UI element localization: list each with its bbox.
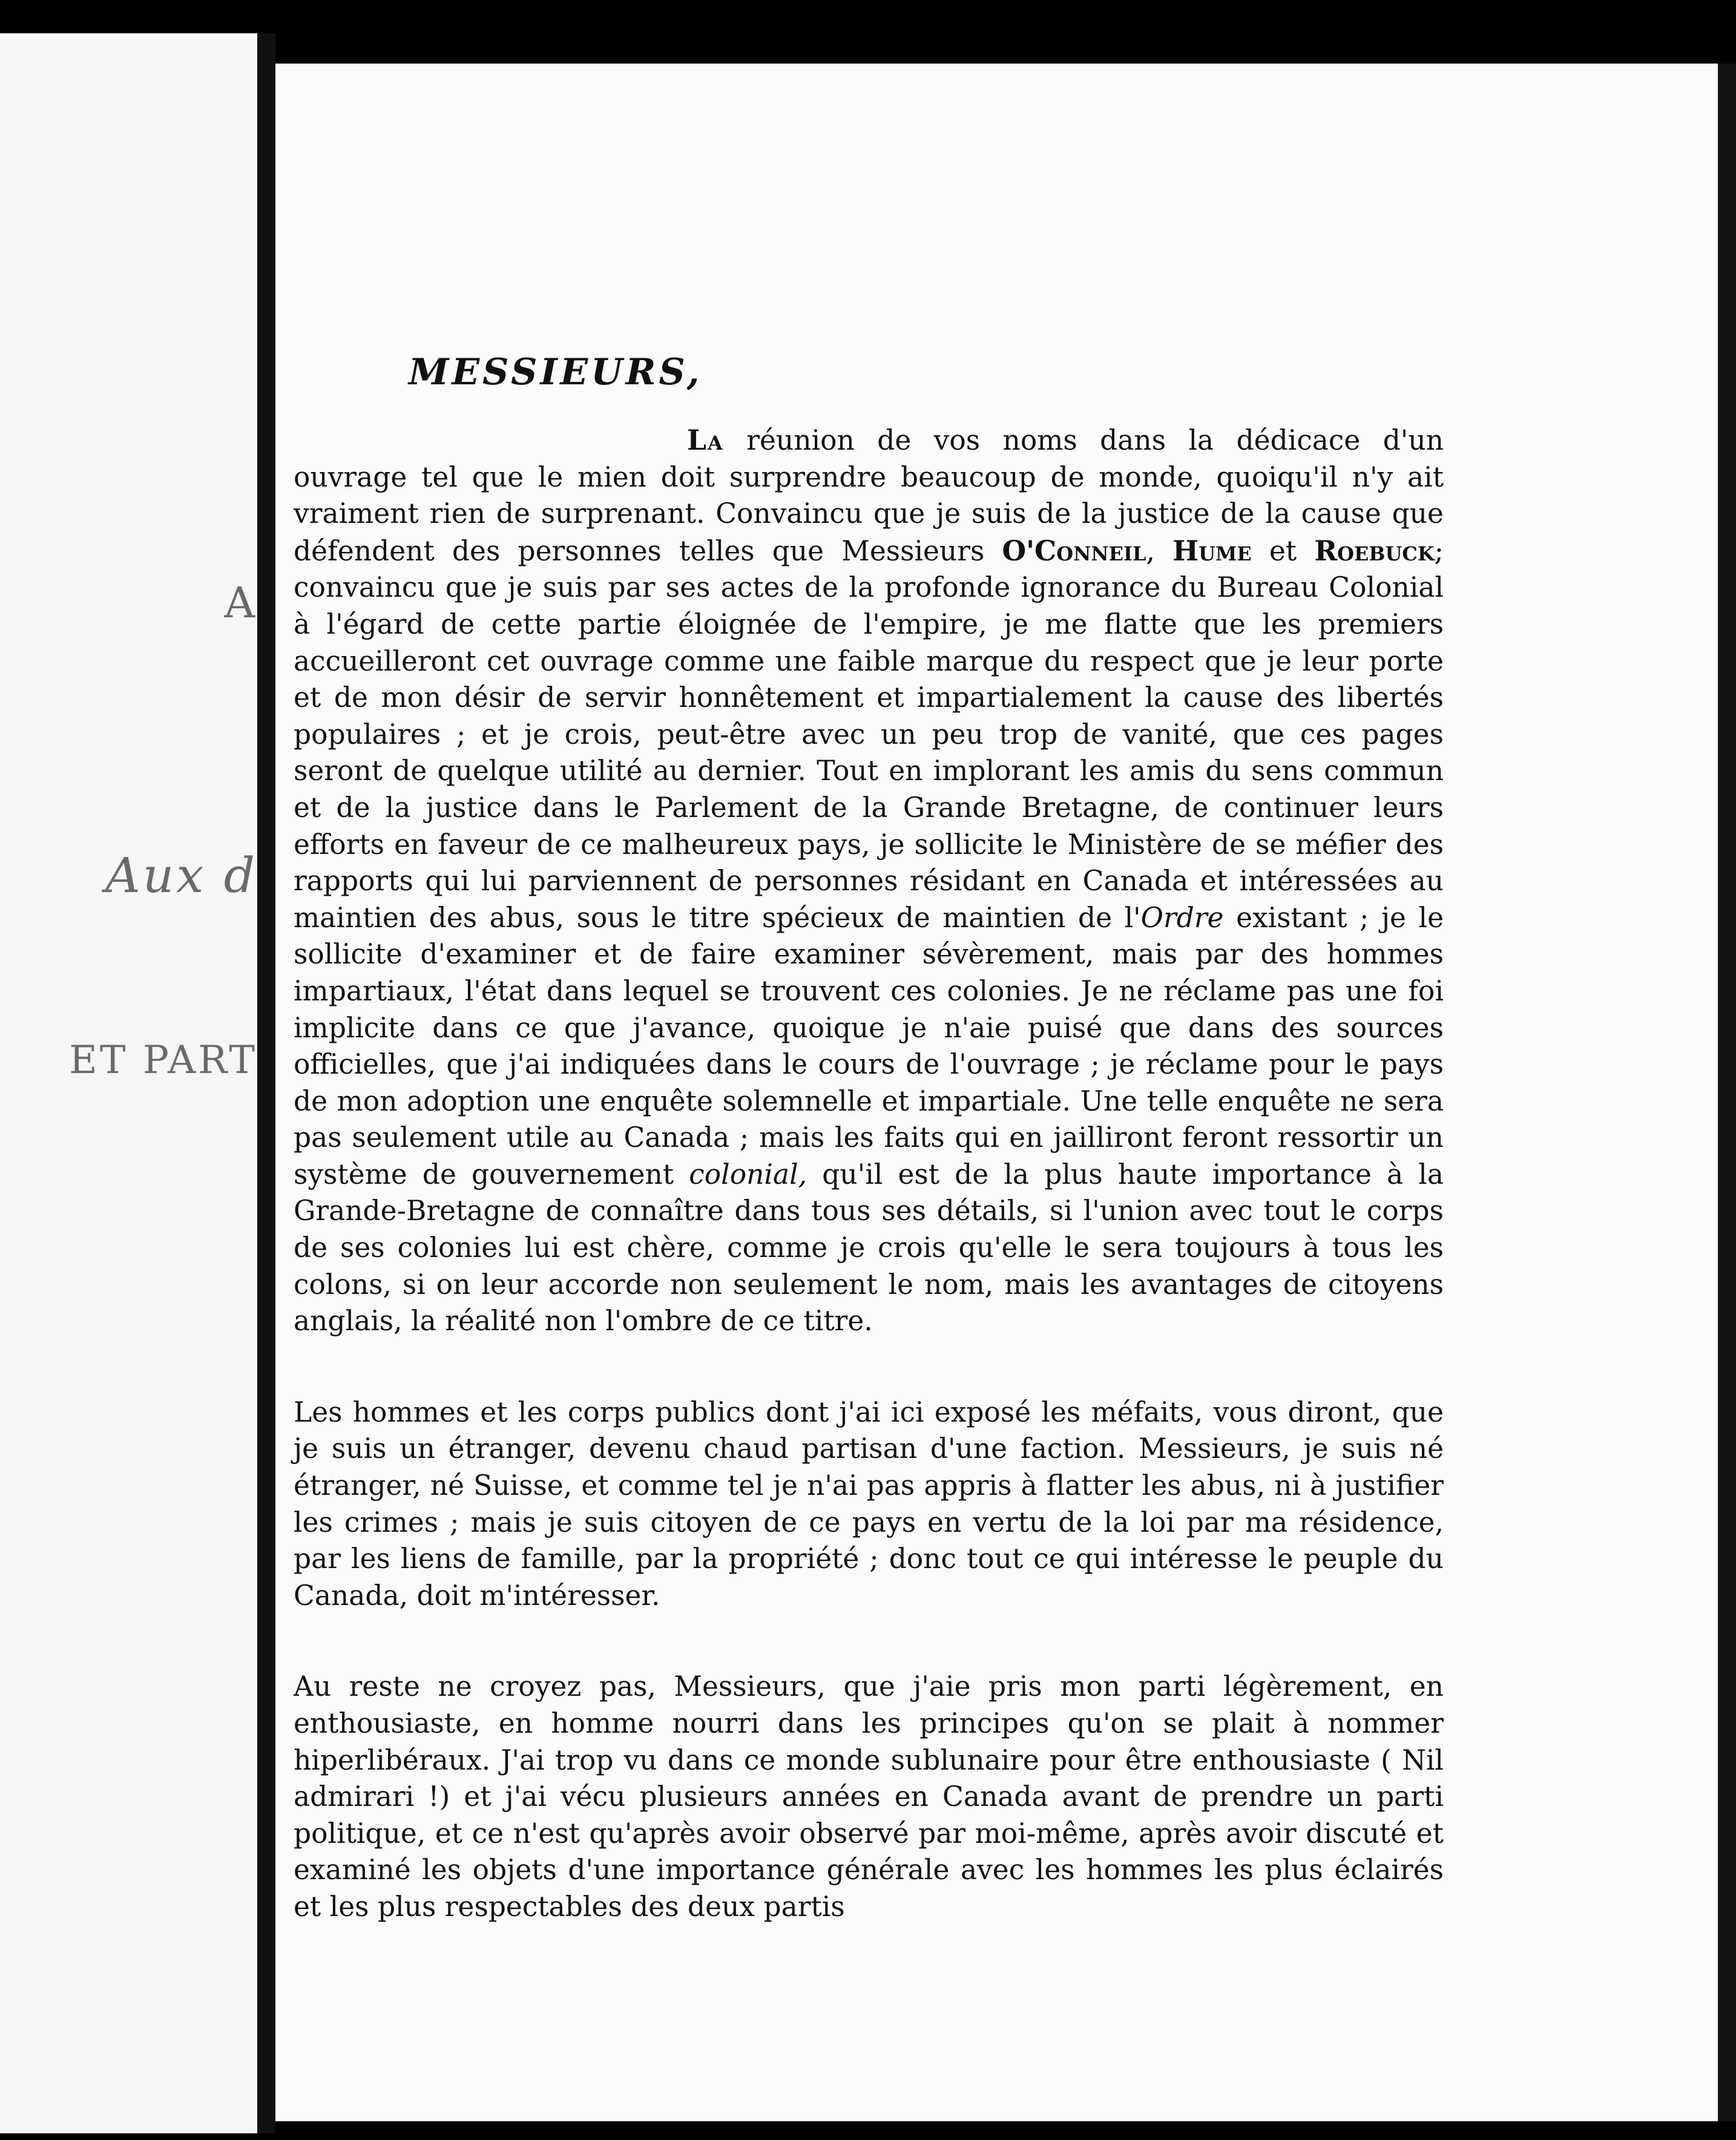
emphasis: colonial,	[689, 1158, 807, 1190]
text-run: réunion de vos noms dans la dédicace d'un ouvrage tel que le mien doit surprendre beaucoup de monde, quoiqu'il n'y ait vraiment rien de surprenant. Convaincu que je suis de la justice de la cause que défendent des personnes telles que Messieurs	[294, 424, 1444, 567]
facing-page	[0, 33, 257, 2133]
person-name: O'Conneil	[1002, 534, 1146, 567]
text-run: existant ; je le sollicite d'examiner et de faire examiner sévèrement, mais par des hommes impartiaux, l'état dans lequel se trouvent ces colonies. Je ne réclame pas une foi implicite dans ce que j'avance, quoique je n'aie puisé que dans des sources officielles, que j'ai indiquées dans le cours de l'ouvrage ; je réclame pour le pays de mon adoption une enquête solemnelle et impartiale. Une telle enquête ne sera pas seulement utile au Canada ; mais les faits qui en jailliront feront ressortir un système de gouvernement	[294, 901, 1444, 1190]
paragraph: Les hommes et les corps publics dont j'ai ici exposé les méfaits, vous diront, que je suis un étranger, devenu chaud partisan d'une faction. Messieurs, je suis né étranger, né Suisse, et comme tel je n'ai pas appris à flatter les abus, ni à justifier les crimes ; mais je suis citoyen de ce pays en vertu de la loi par ma résidence, par les liens de famille, par la propriété ; donc tout ce qui intéresse le peuple du Canada, doit m'intéresser.	[294, 1396, 1444, 1612]
person-name: Roebuck	[1314, 534, 1435, 567]
person-name: Hume	[1172, 534, 1252, 567]
text-run: ,	[1146, 534, 1173, 567]
emphasis: Ordre	[1140, 901, 1224, 934]
facing-page-fragment: Aux d	[105, 847, 257, 904]
facing-page-fragment: ET PART	[69, 1038, 257, 1083]
salutation: MESSIEURS,	[409, 351, 703, 393]
letter-body	[294, 348, 1444, 1926]
book-gutter	[257, 33, 275, 2133]
paragraph-lead: La	[687, 424, 724, 456]
page-edge	[1718, 64, 1736, 2121]
document-page	[275, 64, 1718, 2121]
text-run: qu'il est de la plus haute importance à la Grande-Bretagne de connaître dans tous ses détails, si l'union avec tout le corps de ses colonies lui est chère, comme je crois qu'elle le sera toujours à tous les colons, si on leur accorde non seulement le nom, mais les avantages de citoyens anglais, la réalité non l'ombre de ce titre.	[294, 1158, 1444, 1338]
facing-page-fragment: A	[224, 578, 257, 628]
text-run: ; convaincu que je suis par ses actes de la profonde ignorance du Bureau Colonial à l'égard de cette partie éloignée de l'empire, je me flatte que les premiers accueilleront cet ouvrage comme une faible marque du respect que je leur porte et de mon désir de servir honnêtement et impartialement la cause des libertés populaires ; et je crois, peut-être avec un peu trop de vanité, que ces pages seront de quelque utilité au dernier. Tout en implorant les amis du sens commun et de la justice dans le Parlement de la Grande Bretagne, de continuer leurs efforts en faveur de ce malheureux pays, je sollicite le Ministère de se méfier des rapports qui lui parviennent de personnes résidant en Canada et intéressées au maintien des abus, sous le titre spécieux de maintien de l'	[294, 534, 1444, 934]
paragraph: Au reste ne croyez pas, Messieurs, que j'aie pris mon parti légèrement, en enthousiaste, en homme nourri dans les principes qu'on se plait à nommer hiperlibéraux. J'ai trop vu dans ce monde sublunaire pour être enthousiaste ( Nil admirari !) et j'ai vécu plusieurs années en Canada avant de prendre un parti politique, et ce n'est qu'après avoir observé par moi-même, après avoir discuté et examiné les objets d'une importance générale avec les hommes les plus éclairés et les plus respectables des deux partis	[294, 1670, 1444, 1923]
paragraph	[294, 422, 1444, 1340]
text-run: et	[1251, 534, 1315, 567]
